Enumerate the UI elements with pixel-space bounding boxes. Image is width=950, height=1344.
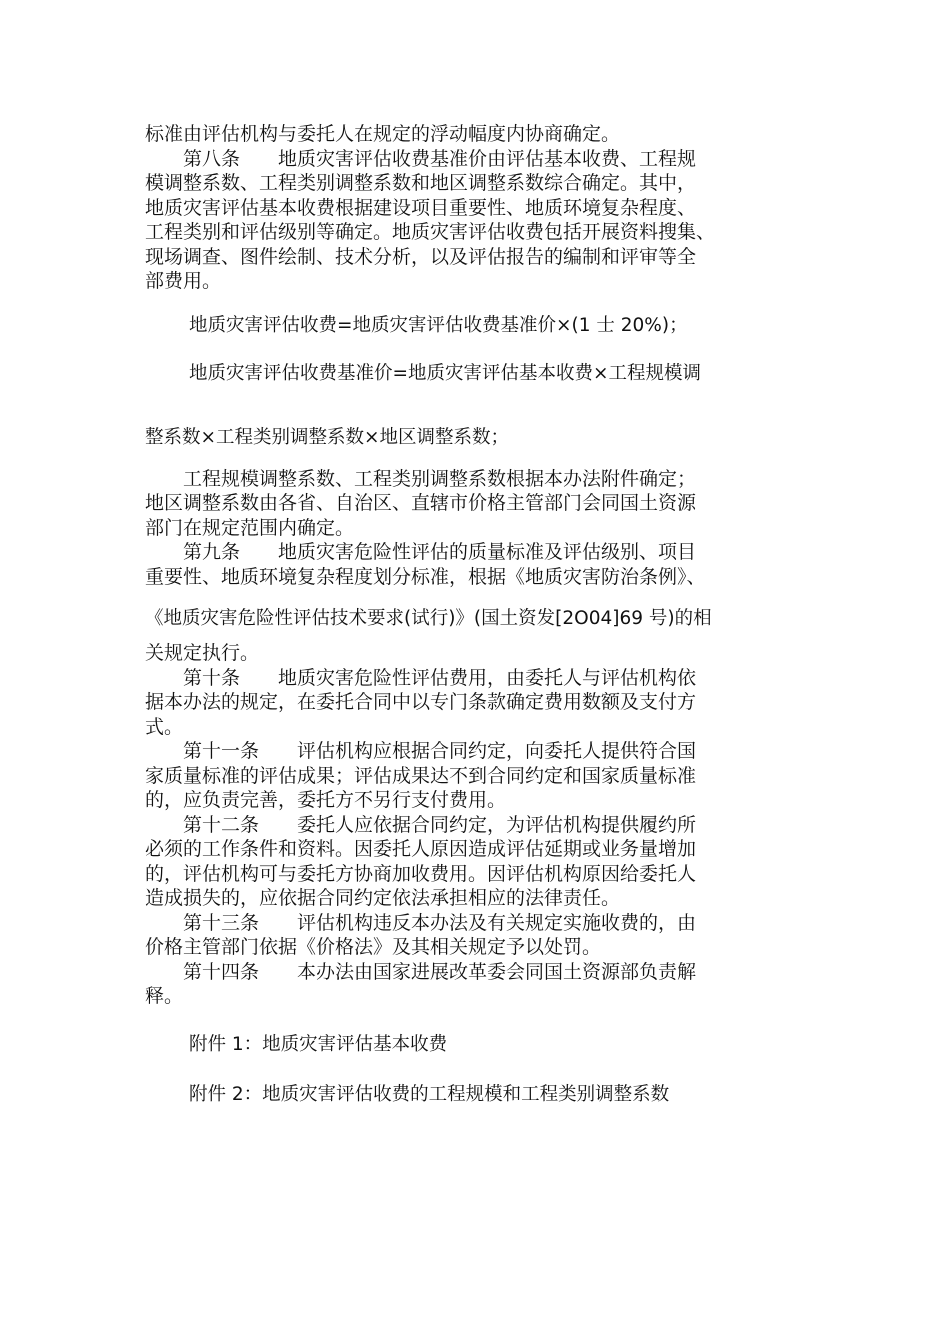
article-9-reference: 《地质灾害危险性评估技术要求(试行)》(国土资发[2O04]69 号)的相 <box>145 608 712 629</box>
attachment-1: 附件 1：地质灾害评估基本收费 <box>189 1033 448 1055</box>
article-8: 第八条 地质灾害评估收费基准价由评估基本收费、工程规 模调整系数、工程类别调整系数和地区调整系数综合确定。其中， 地质灾害评估基本收费根据建设项目重要性、地质环境复杂程度、 工程类别和评估级别等确定。地质灾害评估收费包括开展资料搜集、 现场调查、图件绘制、技术分析，以及评估报告的编制和评审等全 部费用。 <box>145 147 716 292</box>
formula-base-price-line2: 整系数×工程类别调整系数×地区调整系数； <box>145 426 510 448</box>
attachment-2: 附件 2：地质灾害评估收费的工程规模和工程类别调整系数 <box>189 1083 670 1105</box>
article-9-end: 关规定执行。 <box>145 642 260 664</box>
coefficient-note: 工程规模调整系数、工程类别调整系数根据本办法附件确定； 地区调整系数由各省、自治区、直辖市价格主管部门会同国土资源 部门在规定范围内确定。 <box>145 467 697 539</box>
article-11: 第十一条 评估机构应根据合同约定，向委托人提供符合国 家质量标准的评估成果；评估成果达不到合同约定和国家质量标准 的，应负责完善，委托方不另行支付费用。 <box>145 740 697 811</box>
document-page <box>145 122 810 1107</box>
article-14: 第十四条 本办法由国家进展改革委会同国土资源部负责解 释。 <box>145 960 697 1007</box>
article-13: 第十三条 评估机构违反本办法及有关规定实施收费的，由 价格主管部门依据《价格法》及其相关规定予以处罚。 <box>145 911 697 958</box>
article-9: 第九条 地质灾害危险性评估的质量标准及评估级别、项目 重要性、地质环境复杂程度划分标准，根据《地质灾害防治条例》、 <box>145 541 706 588</box>
formula-base-price-line1: 地质灾害评估收费基准价=地质灾害评估基本收费×工程规模调 <box>189 362 702 384</box>
formula-fee: 地质灾害评估收费=地质灾害评估收费基准价×(1 士 20%)； <box>189 314 688 336</box>
article-10: 第十条 地质灾害危险性评估费用，由委托人与评估机构依 据本办法的规定，在委托合同中以专门条款确定费用数额及支付方 式。 <box>145 666 697 738</box>
article-12: 第十二条 委托人应依据合同约定，为评估机构提供履约所 必须的工作条件和资料。因委托人原因造成评估延期或业务量增加 的，评估机构可与委托方协商加收费用。因评估机构原因给委托人 造成损失的，应依据合同约定依法承担相应的法律责任。 <box>145 813 697 909</box>
intro-line: 标准由评估机构与委托人在规定的浮动幅度内协商确定。 <box>145 123 621 145</box>
